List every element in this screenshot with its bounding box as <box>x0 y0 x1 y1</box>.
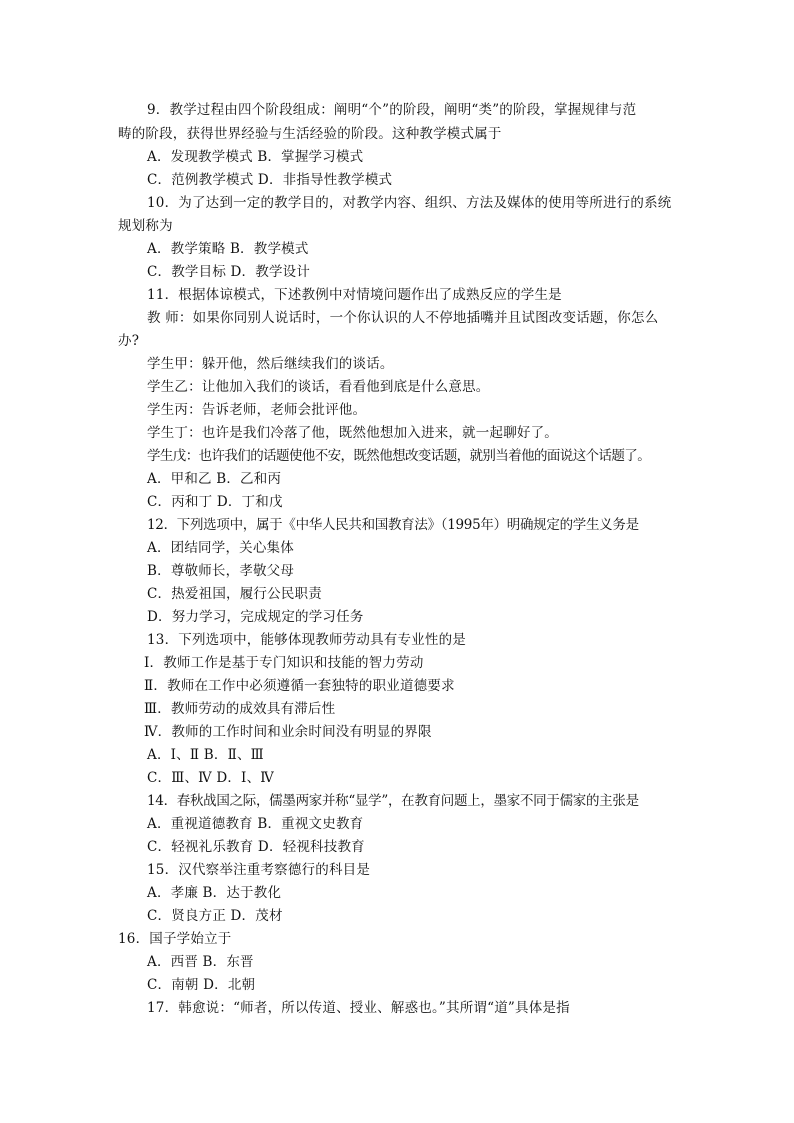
q11-options-ab: A．甲和乙 B．乙和丙 <box>147 471 282 487</box>
q13-options-ab: A．Ⅰ、Ⅱ B．Ⅱ、Ⅲ <box>147 747 264 763</box>
q13-stem: 13．下列选项中，能够体现教师劳动具有专业性的是 <box>147 632 466 648</box>
q11-options-cd: C．丙和丁 D．丁和戊 <box>147 494 283 510</box>
q13-item-4: Ⅳ．教师的工作时间和业余时间没有明显的界限 <box>144 724 432 740</box>
q16-stem: 16．国子学始立于 <box>118 931 232 947</box>
q11-stem: 11．根据体谅模式，下述教例中对情境问题作出了成熟反应的学生是 <box>147 287 562 303</box>
q11-teacher-line1: 教 师：如果你同别人说话时，一个你认识的人不停地插嘴并且试图改变话题，你怎么 <box>147 310 659 326</box>
q10-stem-line2: 规划称为 <box>118 218 173 234</box>
q14-stem: 14．春秋战国之际，儒墨两家并称“显学”，在教育问题上，墨家不同于儒家的主张是 <box>147 793 639 809</box>
q15-options-cd: C．贤良方正 D．茂材 <box>147 908 283 924</box>
q12-option-d: D．努力学习，完成规定的学习任务 <box>147 609 364 625</box>
q12-option-c: C．热爱祖国，履行公民职责 <box>147 586 322 602</box>
q13-item-2: Ⅱ．教师在工作中必须遵循一套独特的职业道德要求 <box>144 678 455 694</box>
q17-stem: 17．韩愈说：“师者，所以传道、授业、解惑也。”其所谓“道”具体是指 <box>147 1000 570 1016</box>
q14-options-cd: C．轻视礼乐教育 D．轻视科技教育 <box>147 839 365 855</box>
q14-options-ab: A．重视道德教育 B．重视文史教育 <box>147 816 364 832</box>
q11-student-yi: 学生乙：让他加入我们的谈话，看看他到底是什么意思。 <box>147 379 490 395</box>
q10-options-cd: C．教学目标 D．教学设计 <box>147 264 311 280</box>
q11-student-bing: 学生丙：告诉老师，老师会批评他。 <box>147 402 367 418</box>
q9-options-cd: C．范例教学模式 D．非指导性教学模式 <box>147 172 393 188</box>
q9-options-ab: A．发现教学模式 B．掌握学习模式 <box>147 149 364 165</box>
q11-student-wu: 学生戊：也许我们的话题使他不安，既然他想改变话题，就别当着他的面说这个话题了。 <box>147 448 651 464</box>
q13-options-cd: C．Ⅲ、Ⅳ D．Ⅰ、Ⅳ <box>147 770 274 786</box>
q9-stem-line1: 9．教学过程由四个阶段组成：阐明“个”的阶段，阐明“类”的阶段，掌握规律与范 <box>147 102 637 118</box>
q16-options-ab: A．西晋 B．东晋 <box>147 954 254 970</box>
q15-options-ab: A．孝廉 B．达于教化 <box>147 885 282 901</box>
q9-stem-line2: 畴的阶段，获得世界经验与生活经验的阶段。这种教学模式属于 <box>118 126 502 142</box>
q13-item-3: Ⅲ．教师劳动的成效具有滞后性 <box>144 701 336 717</box>
q12-option-b: B．尊敬师长，孝敬父母 <box>147 563 295 579</box>
q12-stem: 12．下列选项中，属于《中华人民共和国教育法》（1995年）明确规定的学生义务是 <box>147 517 639 533</box>
q11-student-ding: 学生丁：也许是我们冷落了他，既然他想加入进来，就一起聊好了。 <box>147 425 558 441</box>
q11-teacher-line2: 办? <box>118 333 140 349</box>
q13-item-1: Ⅰ．教师工作是基于专门知识和技能的智力劳动 <box>144 655 424 671</box>
q10-options-ab: A．教学策略 B．教学模式 <box>147 241 309 257</box>
q16-options-cd: C．南朝 D．北朝 <box>147 977 256 993</box>
q15-stem: 15．汉代察举注重考察德行的科目是 <box>147 862 371 878</box>
q10-stem-line1: 10．为了达到一定的教学目的，对教学内容、组织、方法及媒体的使用等所进行的系统 <box>147 195 672 211</box>
q11-student-jia: 学生甲：躲开他，然后继续我们的谈话。 <box>147 356 394 372</box>
q12-option-a: A．团结同学，关心集体 <box>147 540 294 556</box>
